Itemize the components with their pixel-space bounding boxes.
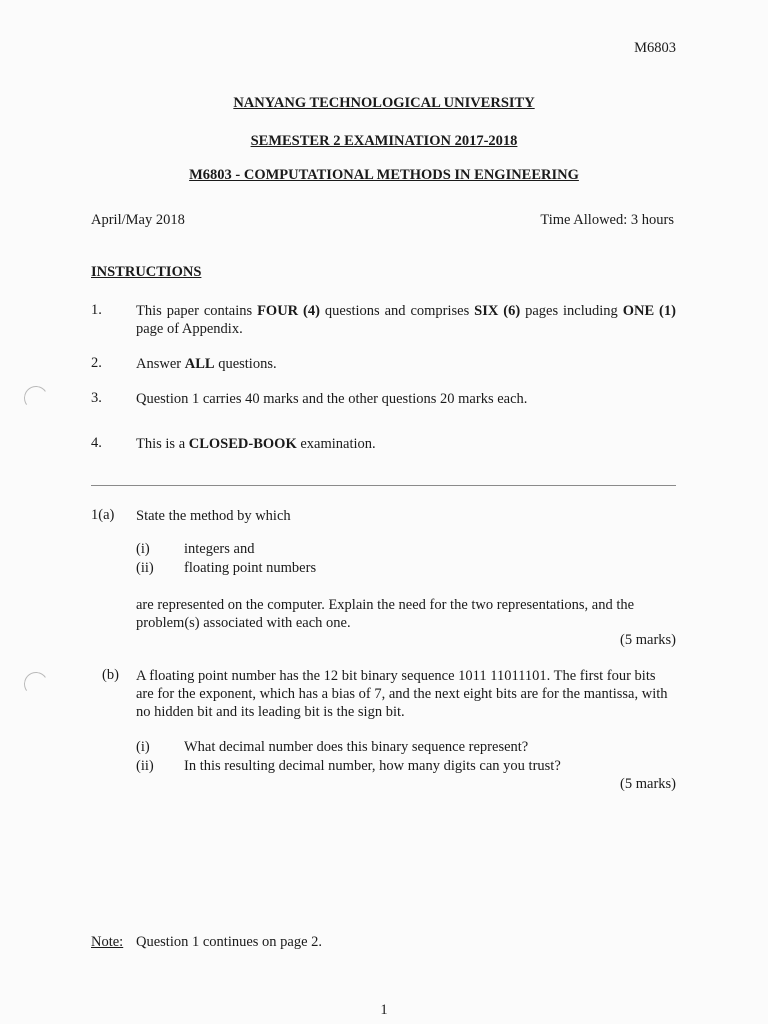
sub-question-number: (ii) bbox=[136, 758, 154, 774]
question-label: 1(a) bbox=[91, 507, 115, 523]
course-title: M6803 - COMPUTATIONAL METHODS IN ENGINEERING bbox=[189, 167, 579, 183]
marks-label: (5 marks) bbox=[620, 776, 676, 792]
punch-hole-mark bbox=[22, 670, 50, 698]
instruction-number: 4. bbox=[91, 435, 102, 451]
instruction-number: 1. bbox=[91, 302, 102, 318]
instruction-number: 2. bbox=[91, 355, 102, 371]
note-label: Note: bbox=[91, 934, 124, 950]
sub-question-text: integers and bbox=[184, 541, 255, 557]
punch-hole-mark bbox=[22, 384, 50, 412]
sub-question-number: (i) bbox=[136, 541, 150, 557]
exam-title: SEMESTER 2 EXAMINATION 2017-2018 bbox=[250, 133, 518, 149]
question-text: A floating point number has the 12 bit binary sequence 1011 11011101. The first four bits are for the exponent, which has a bias of 7, and the next eight bits are for the mantissa, with no hidden bit and its leading bit is the sign bit. bbox=[136, 668, 668, 720]
instruction-item: Question 1 carries 40 marks and the other questions 20 marks each. bbox=[136, 391, 528, 407]
instruction-number: 3. bbox=[91, 390, 102, 406]
course-code: M6803 bbox=[634, 40, 676, 56]
question-label: (b) bbox=[102, 667, 119, 683]
question-text: are represented on the computer. Explain the need for the two representations, and the problem(s) associated with each one. bbox=[136, 597, 635, 631]
instructions-heading: INSTRUCTIONS bbox=[91, 264, 202, 280]
sub-question-text: floating point numbers bbox=[184, 560, 317, 576]
time-allowed: Time Allowed: 3 hours bbox=[540, 212, 674, 228]
sub-question-number: (ii) bbox=[136, 560, 154, 576]
instruction-item: This paper contains FOUR (4) questions and comprises SIX (6) pages including ONE (1) page of Appendix. bbox=[136, 303, 676, 337]
university-title: NANYANG TECHNOLOGICAL UNIVERSITY bbox=[233, 95, 535, 111]
sub-question-number: (i) bbox=[136, 739, 150, 755]
instruction-item: This is a CLOSED-BOOK examination. bbox=[136, 436, 376, 452]
marks-label: (5 marks) bbox=[620, 632, 676, 648]
question-text: State the method by which bbox=[136, 508, 291, 524]
exam-date: April/May 2018 bbox=[91, 212, 185, 228]
note-text: Question 1 continues on page 2. bbox=[136, 934, 323, 950]
sub-question-text: What decimal number does this binary sequence represent? bbox=[184, 739, 529, 755]
sub-question-text: In this resulting decimal number, how many digits can you trust? bbox=[184, 758, 561, 774]
section-divider bbox=[91, 485, 676, 486]
page-number: 1 bbox=[380, 1002, 388, 1018]
instruction-item: Answer ALL questions. bbox=[136, 356, 277, 372]
